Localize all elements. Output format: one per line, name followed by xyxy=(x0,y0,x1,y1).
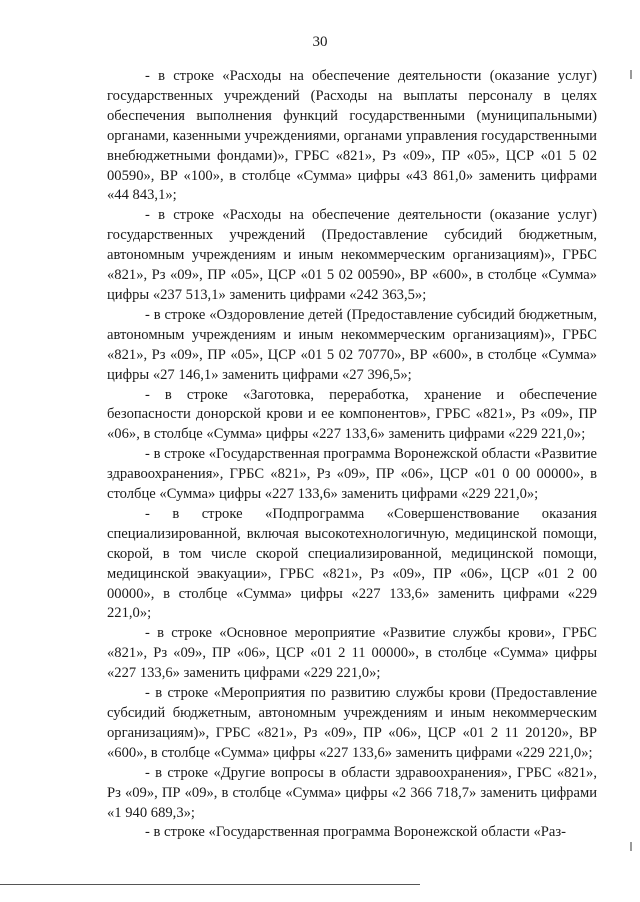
document-body xyxy=(107,67,597,843)
paragraph: - в строке «Государственная программа Воронежской области «Раз- xyxy=(145,824,567,841)
page-number: 30 xyxy=(312,34,328,50)
paragraph: - в строке «Расходы на обеспечение деятельности (оказание услуг) государственных учреждений (Расходы на выплаты персоналу в целях обеспечения выполнения функций государственными (муниципальными) органами, казенными учреждениями, органами управления государственными внебюджетными фондами)», ГРБС «821», Рз «09», ПР «05», ЦСР «01 5 02 00590», ВР «100», в столбце «Сумма» цифры «43 861,0» заменить цифрами «44 843,1»; xyxy=(107,68,597,204)
paragraph: - в строке «Расходы на обеспечение деятельности (оказание услуг) государственных учреждений (Предоставление субсидий бюджетным, автономным учреждениям и иным некоммерческим организациям)», ГРБС «821», Рз «09», ПР «05», ЦСР «01 5 02 00590», ВР «600», в столбце «Сумма» цифры «237 513,1» заменить цифрами «242 363,5»; xyxy=(107,207,597,303)
paragraph: - в строке «Мероприятия по развитию службы крови (Предоставление субсидий бюджетным, автономным учреждениям и иным некоммерческим организациям)», ГРБС «821», Рз «09», ПР «06», ЦСР «01 2 11 20120», ВР «600», в столбце «Сумма» цифры «227 133,6» заменить цифрами «229 221,0»; xyxy=(107,685,597,761)
paragraph: - в строке «Другие вопросы в области здравоохранения», ГРБС «821», Рз «09», ПР «09», в столбце «Сумма» цифры «2 366 718,7» заменить цифрами «1 940 689,3»; xyxy=(107,764,597,821)
paragraph: - в строке «Подпрограмма «Совершенствование оказания специализированной, включая высокотехнологичную, медицинской помощи, скорой, в том числе скорой специализированной, медицинской помощи, медицинской эвакуации», ГРБС «821», Рз «09», ПР «06», ЦСР «01 2 00 00000», в столбце «Сумма» цифры «227 133,6» заменить цифрами «229 221,0»; xyxy=(107,505,597,622)
paragraph: - в строке «Государственная программа Воронежской области «Развитие здравоохранения», ГРБС «821», Рз «09», ПР «06», ЦСР «01 0 00 00000», в столбце «Сумма» цифры «227 133,6» заменить цифрами «229 221,0»; xyxy=(107,446,597,503)
footer-rule xyxy=(0,884,420,885)
paragraph: - в строке «Заготовка, переработка, хранение и обеспечение безопасности донорской крови и ее компонентов», ГРБС «821», Рз «09», ПР «06», в столбце «Сумма» цифры «227 133,6» заменить цифрами «229 221,0»; xyxy=(107,386,597,443)
paragraph: - в строке «Оздоровление детей (Предоставление субсидий бюджетным, автономным учреждениям и иным некоммерческим организациям)», ГРБС «821», Рз «09», ПР «05», ЦСР «01 5 02 70770», ВР «600», в столбце «Сумма» цифры «27 146,1» заменить цифрами «27 396,5»; xyxy=(107,306,597,383)
scan-edge-mark xyxy=(630,70,632,79)
paragraph: - в строке «Основное мероприятие «Развитие службы крови», ГРБС «821», Рз «09», ПР «06», ЦСР «01 2 11 00000», в столбце «Сумма» цифры «227 133,6» заменить цифрами «229 221,0»; xyxy=(107,625,597,682)
scan-edge-mark xyxy=(630,842,632,851)
